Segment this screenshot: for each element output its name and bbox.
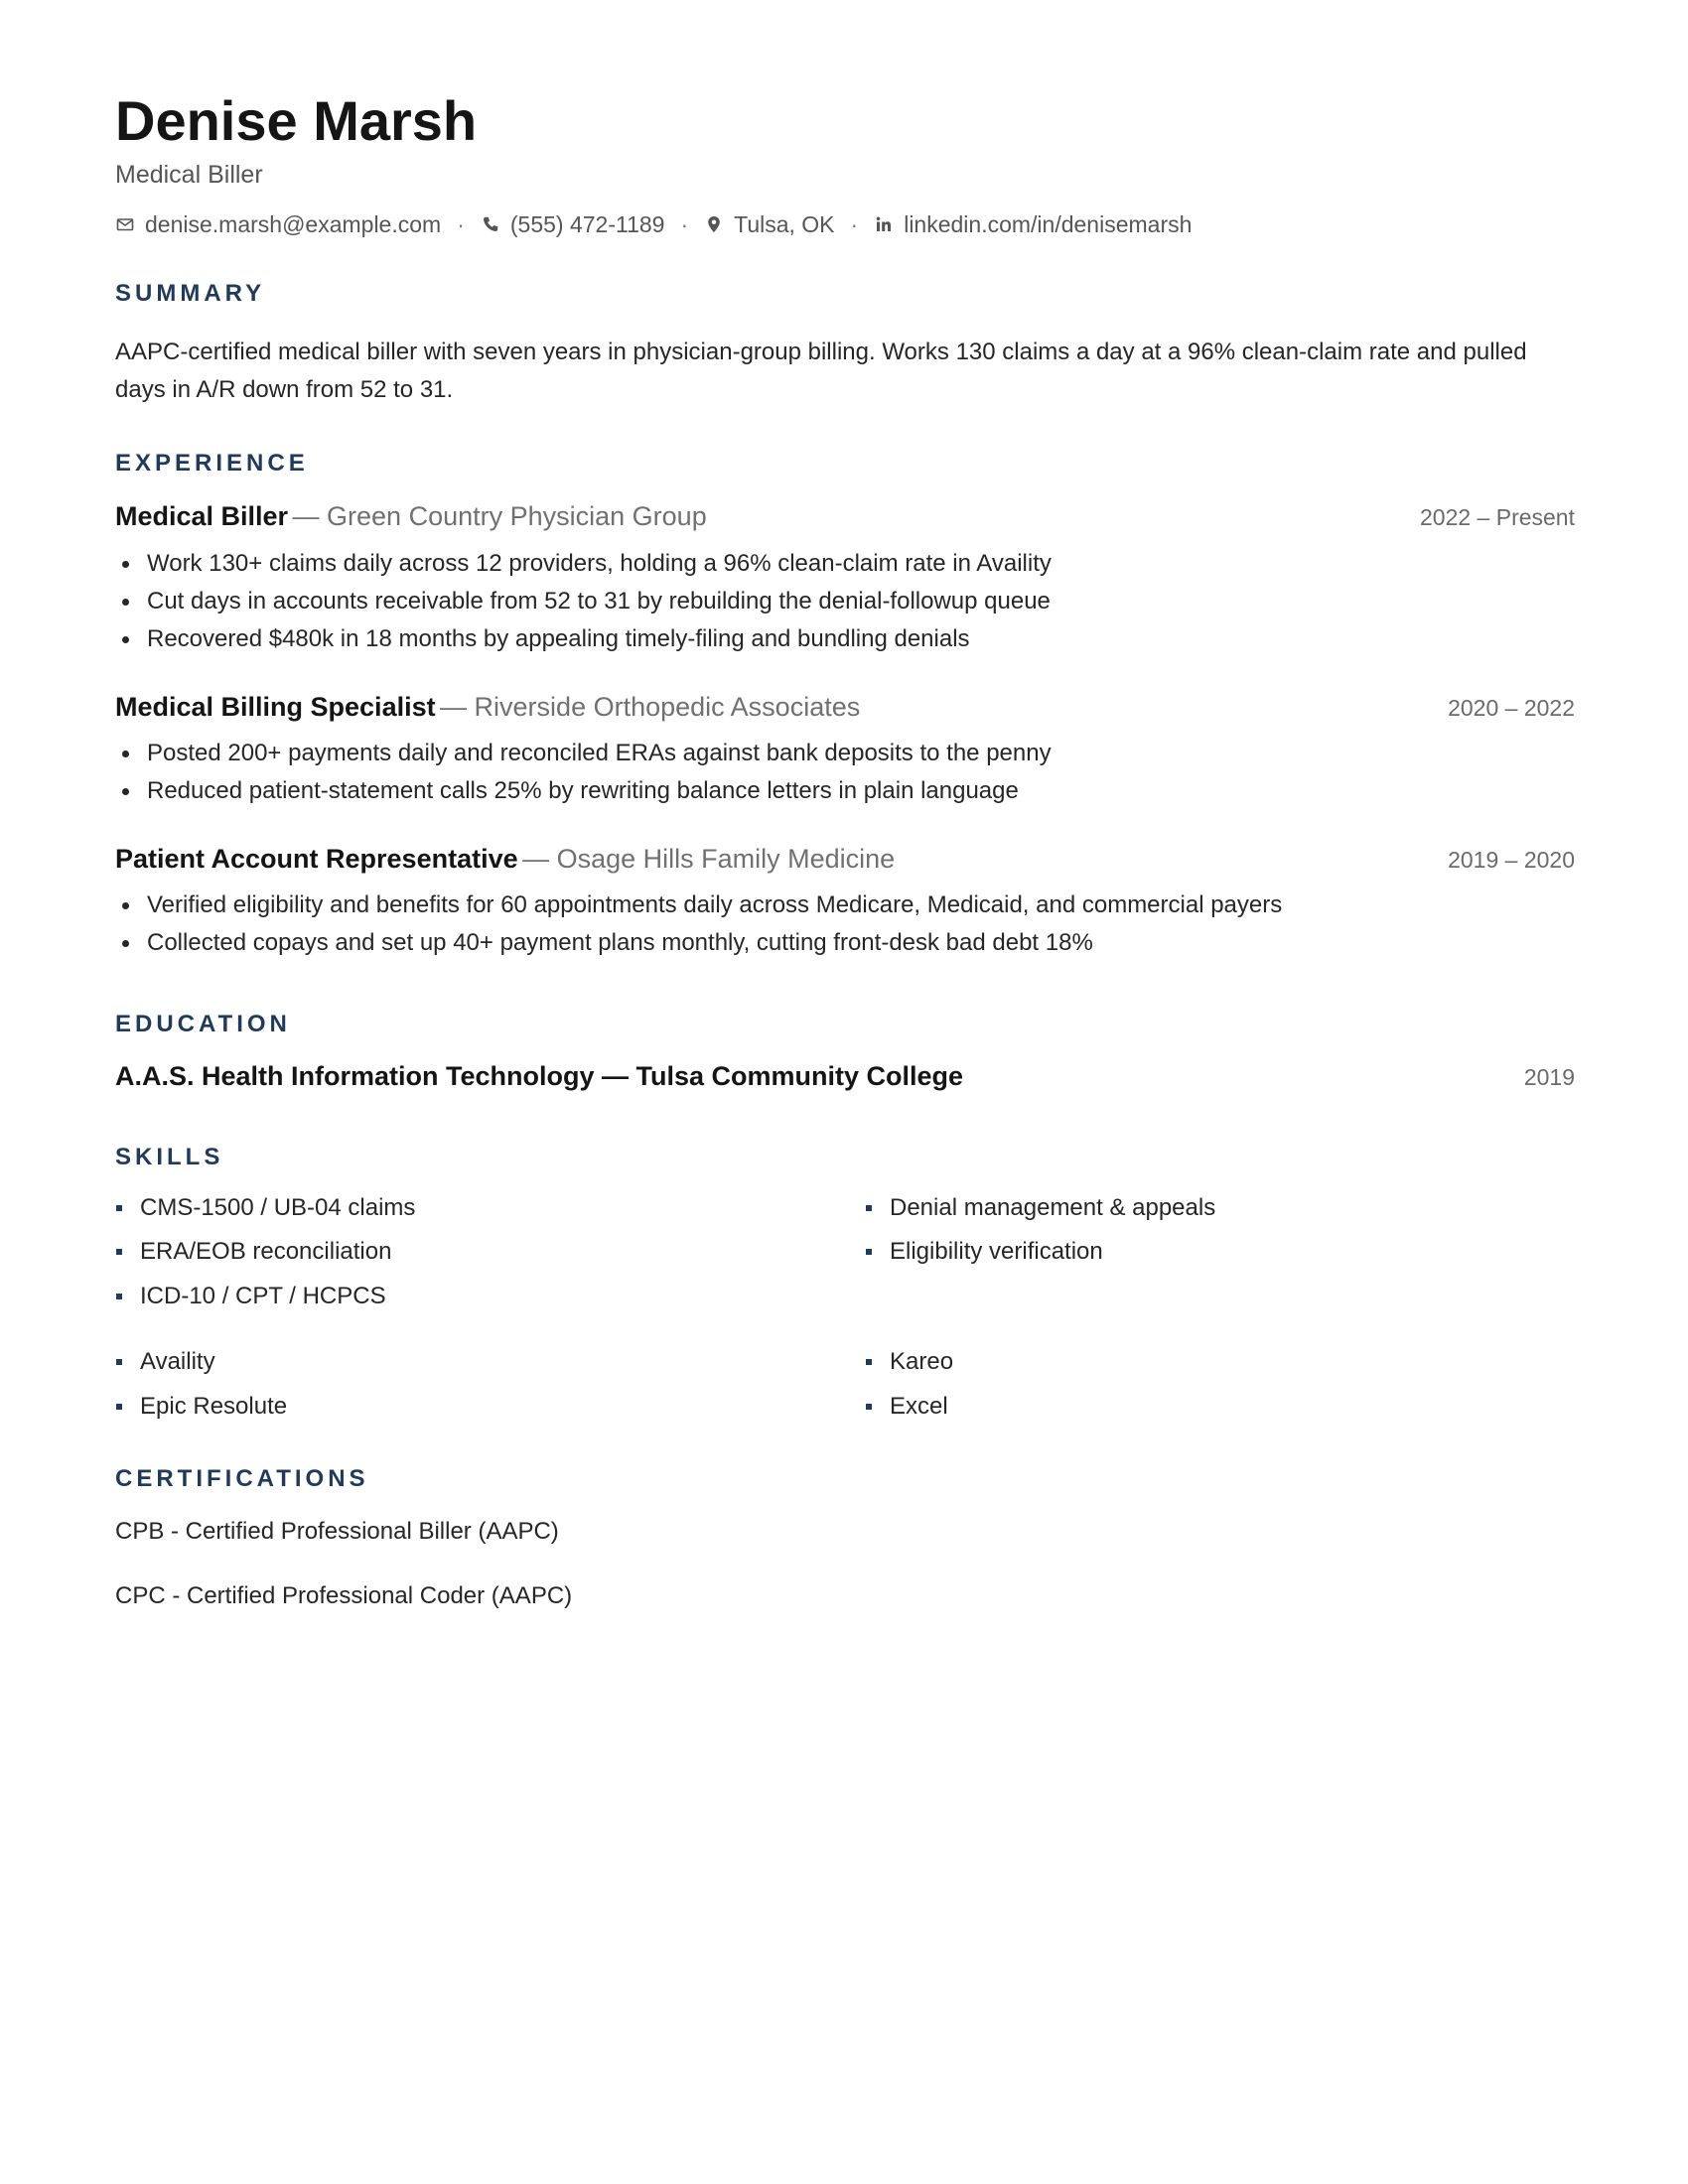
email-text: denise.marsh@example.com	[145, 211, 442, 237]
location-text: Tulsa, OK	[734, 211, 835, 237]
job-title: Medical Billing Specialist	[115, 692, 436, 722]
section-title-certifications: CERTIFICATIONS	[115, 1465, 369, 1492]
section-title-skills: SKILLS	[115, 1144, 224, 1170]
job-position	[115, 499, 707, 538]
job-bullets	[115, 887, 1575, 962]
job-header	[115, 842, 1575, 881]
job-dates: 2019 – 2020	[1448, 847, 1575, 873]
job-bullet: Collected copays and set up 40+ payment plans monthly, cutting front-desk bad debt 18%	[115, 924, 1575, 962]
separator-dot: ·	[850, 211, 859, 237]
education-entry	[115, 1058, 1575, 1095]
skill-item: Kareo	[865, 1345, 953, 1379]
map-pin-icon	[704, 214, 724, 234]
education-degree: A.A.S. Health Information Technology — Tulsa Community College	[115, 1061, 964, 1091]
skill-item: ICD-10 / CPT / HCPCS	[115, 1280, 386, 1313]
job-company: — Green Country Physician Group	[292, 501, 707, 531]
section-title-education: EDUCATION	[115, 1011, 291, 1037]
job-dates: 2022 – Present	[1419, 504, 1575, 530]
mail-icon	[115, 214, 135, 234]
job-position	[115, 690, 860, 729]
skill-item: CMS-1500 / UB-04 claims	[115, 1191, 415, 1225]
skill-item: Excel	[865, 1390, 948, 1424]
job-title: Medical Biller	[115, 501, 289, 531]
job-title: Patient Account Representative	[115, 844, 518, 874]
skill-item: Eligibility verification	[865, 1235, 1103, 1269]
job-bullet: Cut days in accounts receivable from 52 to 31 by rebuilding the denial-followup queue	[115, 583, 1575, 620]
job-bullet: Verified eligibility and benefits for 60 appointments daily across Medicare, Medicaid, and commercial payers	[115, 887, 1575, 924]
phone-icon	[481, 214, 500, 234]
job-position	[115, 842, 895, 881]
job-bullet: Reduced patient-statement calls 25% by rewriting balance letters in plain language	[115, 772, 1575, 810]
job-bullet: Recovered $480k in 18 months by appealing timely-filing and bundling denials	[115, 620, 1575, 658]
candidate-name: Denise Marsh	[115, 89, 478, 152]
separator-dot: ·	[680, 211, 689, 237]
skill-item: Epic Resolute	[115, 1390, 287, 1424]
candidate-role: Medical Biller	[115, 161, 263, 189]
skill-item: Availity	[115, 1345, 215, 1379]
linkedin-text: linkedin.com/in/denisemarsh	[904, 211, 1193, 237]
contact-bar	[115, 208, 1192, 240]
phone-text: (555) 472-1189	[509, 211, 665, 237]
job-dates: 2020 – 2022	[1448, 695, 1575, 721]
job-bullets	[115, 545, 1575, 658]
contact-phone[interactable]	[481, 208, 665, 240]
contact-email[interactable]	[115, 208, 441, 240]
certification-item: CPB - Certified Professional Biller (AAPC)	[115, 1518, 559, 1545]
skill-item: Denial management & appeals	[865, 1191, 1215, 1225]
job-company: — Osage Hills Family Medicine	[522, 844, 896, 874]
job-header	[115, 499, 1575, 538]
job-company: — Riverside Orthopedic Associates	[440, 692, 861, 722]
section-title-summary: SUMMARY	[115, 280, 266, 307]
certification-item: CPC - Certified Professional Coder (AAPC)	[115, 1582, 573, 1609]
contact-location	[704, 208, 834, 240]
linkedin-icon	[874, 214, 894, 234]
education-year: 2019	[1523, 1064, 1575, 1090]
summary-text: AAPC-certified medical biller with seven years in physician-group billing. Works 130 claims a day at a 96% clean-claim rate and pulled days in A/R down from 52 to 31.	[115, 339, 1527, 403]
job-bullets	[115, 735, 1575, 810]
separator-dot: ·	[457, 211, 465, 237]
job-bullet: Work 130+ claims daily across 12 providers, holding a 96% clean-claim rate in Availity	[115, 545, 1575, 583]
job-bullet: Posted 200+ payments daily and reconciled ERAs against bank deposits to the penny	[115, 735, 1575, 772]
section-title-experience: EXPERIENCE	[115, 450, 309, 477]
skill-item: ERA/EOB reconciliation	[115, 1235, 391, 1269]
contact-linkedin[interactable]	[874, 208, 1192, 240]
job-header	[115, 690, 1575, 729]
